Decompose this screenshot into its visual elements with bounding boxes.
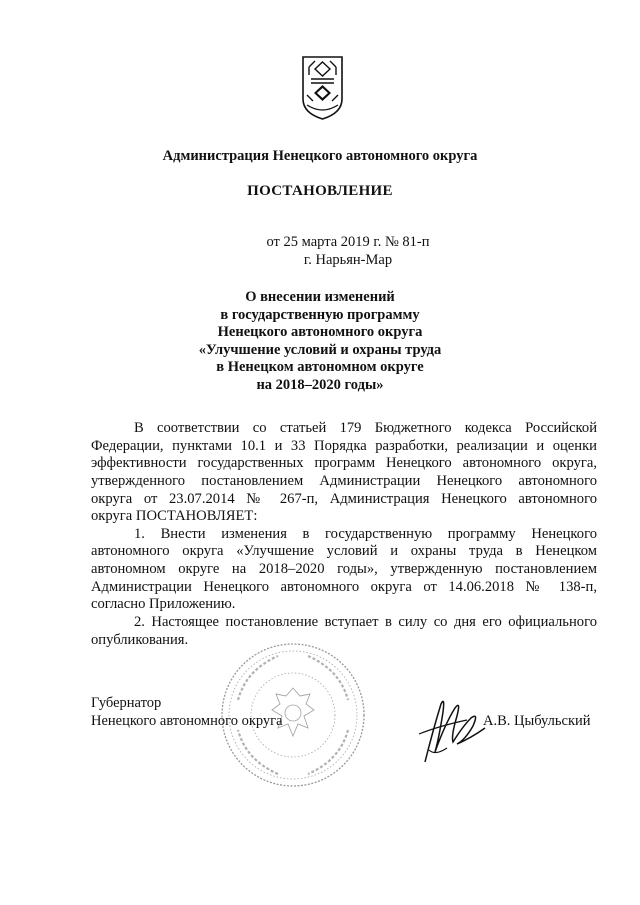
coat-of-arms-icon	[301, 55, 344, 121]
document-title	[0, 289, 640, 395]
body-line: округа от 23.07.2014 № 267-п, Администрация Ненецкого автономного	[91, 490, 597, 507]
title-line: на 2018–2020 годы»	[256, 376, 384, 393]
body-line: утвержденного постановлением Администрации Ненецкого автономного	[91, 472, 597, 489]
document-type: ПОСТАНОВЛЕНИЕ	[247, 183, 393, 199]
city: г. Нарьян-Мар	[303, 252, 393, 268]
body-line: автономного округа «Улучшение условий и охраны труда в Ненецком	[91, 543, 597, 560]
organization-name: Администрация Ненецкого автономного округа	[162, 148, 478, 164]
signatory-name: А.В. Цыбульский	[483, 713, 591, 729]
body-line: Федерации, пунктами 10.1 и 33 Порядка разработки, реализации и оценки	[91, 437, 597, 454]
body-line: округа ПОСТАНОВЛЯЕТ:	[91, 508, 258, 525]
title-line: Ненецкого автономного округа	[217, 324, 423, 341]
signatory-position	[91, 695, 283, 730]
body-line: В соответствии со статьей 179 Бюджетного кодекса Российской	[134, 420, 597, 436]
date-number: от 25 марта 2019 г. № 81-п	[266, 234, 430, 250]
body-line: опубликования.	[91, 631, 189, 648]
body-line: 2. Настоящее постановление вступает в силу со дня его официального	[134, 614, 597, 631]
title-line: «Улучшение условий и охраны труда	[198, 341, 442, 358]
body-line: автономном округе на 2018–2020 годы», утвержденную постановлением	[91, 561, 597, 578]
body-line: Администрации Ненецкого автономного округа от 14.06.2018 № 138-п,	[91, 578, 597, 595]
body-line: согласно Приложению.	[91, 596, 236, 613]
body-line: эффективности государственных программ Ненецкого автономного округа,	[91, 455, 597, 472]
signatory-position-line: Ненецкого автономного округа	[91, 712, 283, 729]
title-line: в Ненецком автономном округе	[216, 359, 424, 376]
signatory-position-line: Губернатор	[91, 695, 162, 711]
handwritten-signature-icon	[405, 690, 490, 770]
document-body	[91, 420, 597, 649]
title-line: в государственную программу	[220, 306, 420, 323]
body-line: 1. Внести изменения в государственную программу Ненецкого	[134, 525, 597, 542]
title-line: О внесении изменений	[245, 289, 395, 305]
